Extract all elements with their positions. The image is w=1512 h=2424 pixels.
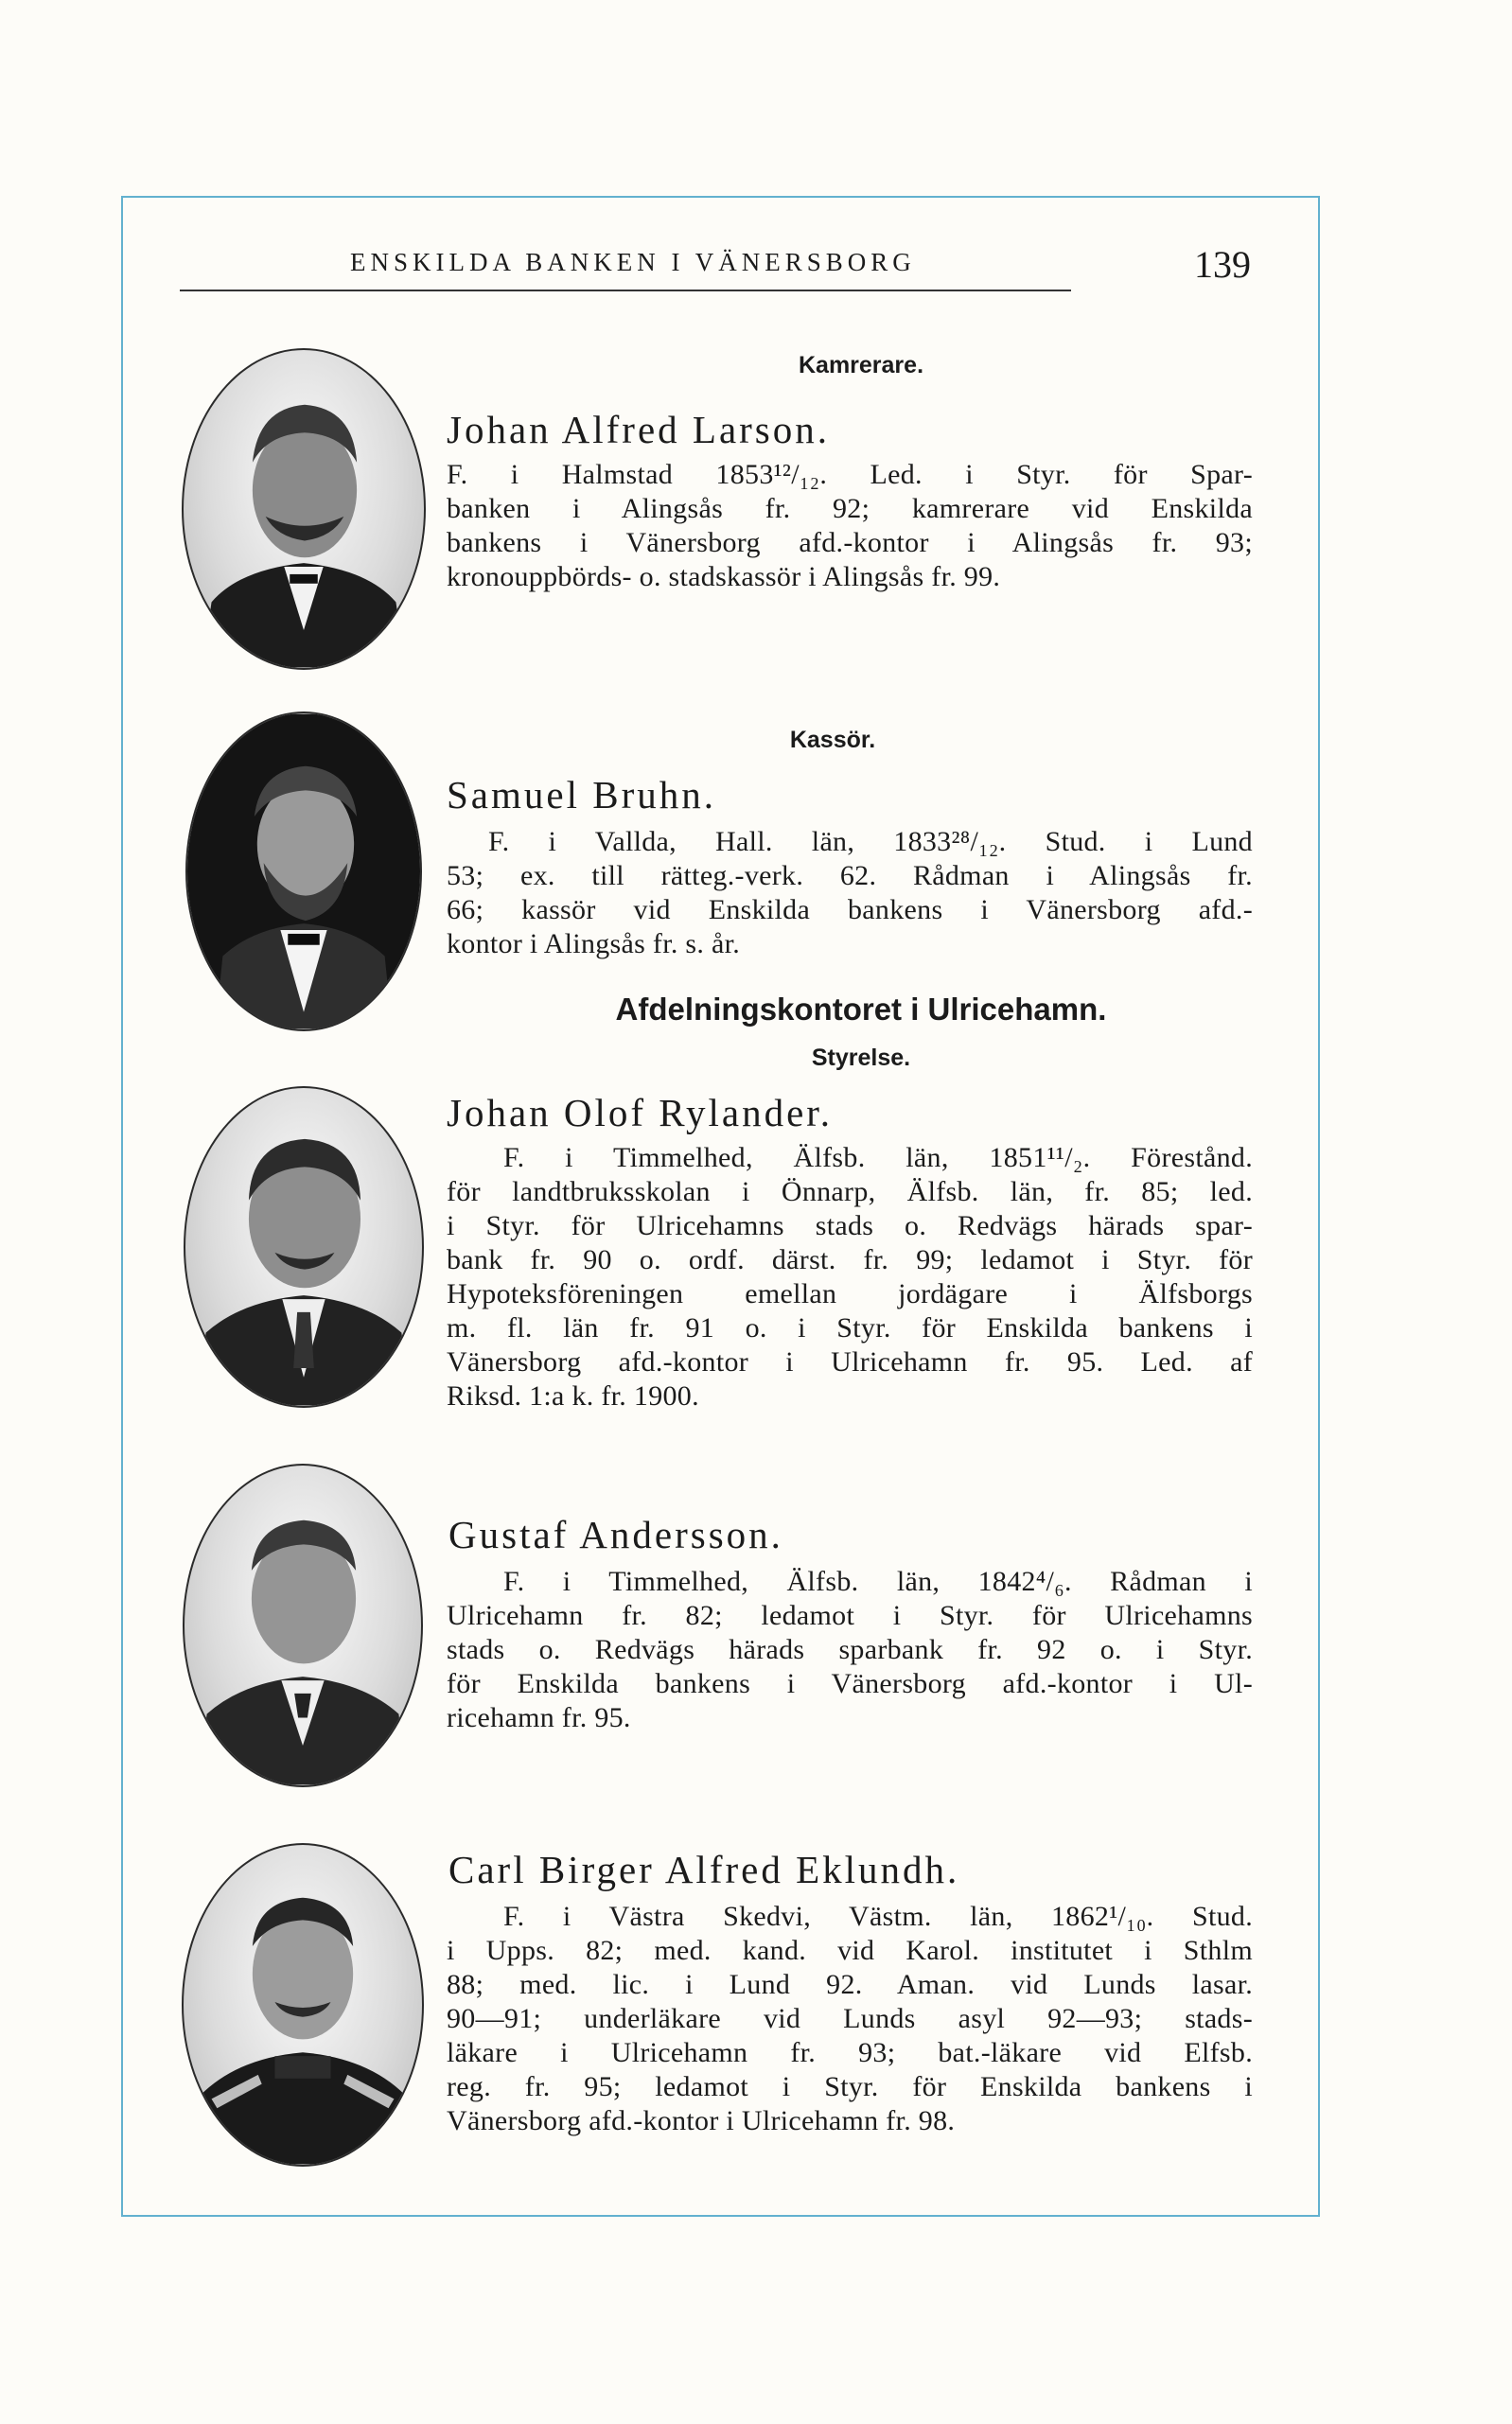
- page-number: 139: [1194, 243, 1251, 286]
- bio-line: Vänersborg afd.-kontor i Ulricehamn fr. 98.: [447, 2105, 956, 2136]
- bio-line: i Styr. för Ulricehamns stads o. Redvägs härads spar-: [447, 1210, 1253, 1241]
- bio-line: Vänersborg afd.-kontor i Ulricehamn fr. 95. Led. af: [447, 1346, 1253, 1378]
- bio-line: kontor i Alingsås fr. s. år.: [447, 928, 741, 959]
- bio-line: i Upps. 82; med. kand. vid Karol. institutet i Sthlm: [447, 1935, 1253, 1966]
- entry-name: Gustaf Andersson.: [448, 1513, 783, 1556]
- bio-line: 53; ex. till rätteg.-verk. 62. Rådman i Alingsås fr.: [447, 860, 1253, 891]
- portrait-samuel-bruhn: [185, 711, 422, 1031]
- bio-line: för landtbruksskolan i Önnarp, Älfsb. län, fr. 85; led.: [447, 1176, 1253, 1207]
- bio-line: banken i Alingsås fr. 92; kamrerare vid Enskilda: [447, 493, 1253, 524]
- bio-line: m. fl. län fr. 91 o. i Styr. för Enskilda bankens i: [447, 1312, 1253, 1344]
- entry-name: Johan Olof Rylander.: [447, 1091, 833, 1134]
- bio-line: Ulricehamn fr. 82; ledamot i Styr. för Ulricehamns: [447, 1600, 1253, 1631]
- bio-line: bankens i Vänersborg afd.-kontor i Alingsås fr. 93;: [447, 527, 1253, 558]
- bio-line: Hypoteksföreningen emellan jordägare i Älfsborgs: [447, 1278, 1253, 1309]
- entry-name: Johan Alfred Larson.: [447, 408, 830, 451]
- bio-line: 90—91; underläkare vid Lunds asyl 92—93; stads-: [447, 2003, 1253, 2034]
- bio-line: Riksd. 1:a k. fr. 1900.: [447, 1380, 699, 1412]
- portrait-image: [187, 713, 420, 1029]
- bio-line: F. i Timmelhed, Älfsb. län, 1842⁴/₆. Rådman i: [503, 1566, 1253, 1597]
- bio-line: F. i Västra Skedvi, Västm. län, 1862¹/₁₀. Stud.: [503, 1901, 1253, 1932]
- portrait-image: [185, 1088, 422, 1406]
- bio-line: ricehamn fr. 95.: [447, 1702, 631, 1733]
- bio-line: 88; med. lic. i Lund 92. Aman. vid Lunds lasar.: [447, 1969, 1253, 2000]
- portrait-gustaf-andersson: [183, 1464, 423, 1787]
- bio-line: för Enskilda bankens i Vänersborg afd.-kontor i Ul-: [447, 1668, 1253, 1699]
- entry-biography: [447, 458, 1253, 594]
- running-head: [180, 243, 1251, 295]
- section-heading-kassor: Kassör.: [789, 727, 876, 753]
- entry-name: Samuel Bruhn.: [447, 773, 716, 817]
- section-heading-styrelse: Styrelse.: [811, 1045, 911, 1071]
- bio-line: stads o. Redvägs härads sparbank fr. 92 o. i Styr.: [447, 1634, 1253, 1665]
- portrait-image: [184, 1845, 422, 2165]
- portrait-image: [184, 350, 424, 668]
- entry-biography: [447, 1141, 1253, 1414]
- entry-biography: [447, 1900, 1253, 2138]
- bio-line: bank fr. 90 o. ordf. därst. fr. 99; ledamot i Styr. för: [447, 1244, 1253, 1275]
- entry-biography: [447, 1565, 1253, 1735]
- portrait-carl-birger-alfred-eklundh: [182, 1843, 424, 2167]
- header-rule: [180, 290, 1071, 291]
- portrait-image: [185, 1466, 421, 1785]
- entry-name: Carl Birger Alfred Eklundh.: [448, 1848, 960, 1891]
- portrait-johan-olof-rylander: [184, 1086, 424, 1408]
- bio-line: kronouppbörds- o. stadskassör i Alingsås fr. 99.: [447, 561, 1001, 592]
- entry-biography: [447, 825, 1253, 961]
- bio-line: F. i Vallda, Hall. län, 1833²⁸/₁₂. Stud. i Lund: [488, 826, 1253, 857]
- bio-line: läkare i Ulricehamn fr. 93; bat.-läkare vid Elfsb.: [447, 2037, 1253, 2068]
- section-heading-afdelningskontoret: Afdelningskontoret i Ulricehamn.: [615, 992, 1107, 1027]
- portrait-johan-alfred-larson: [182, 348, 426, 670]
- bio-line: 66; kassör vid Enskilda bankens i Vänersborg afd.-: [447, 894, 1253, 925]
- section-heading-kamrerare: Kamrerare.: [798, 352, 924, 378]
- bio-line: F. i Halmstad 1853¹²/₁₂. Led. i Styr. för Spar-: [447, 459, 1253, 490]
- bio-line: reg. fr. 95; ledamot i Styr. för Enskilda bankens i: [447, 2071, 1253, 2102]
- bio-line: F. i Timmelhed, Älfsb. län, 1851¹¹/₂. Förestånd.: [503, 1142, 1253, 1173]
- running-title: ENSKILDA BANKEN I VÄNERSBORG: [350, 248, 916, 276]
